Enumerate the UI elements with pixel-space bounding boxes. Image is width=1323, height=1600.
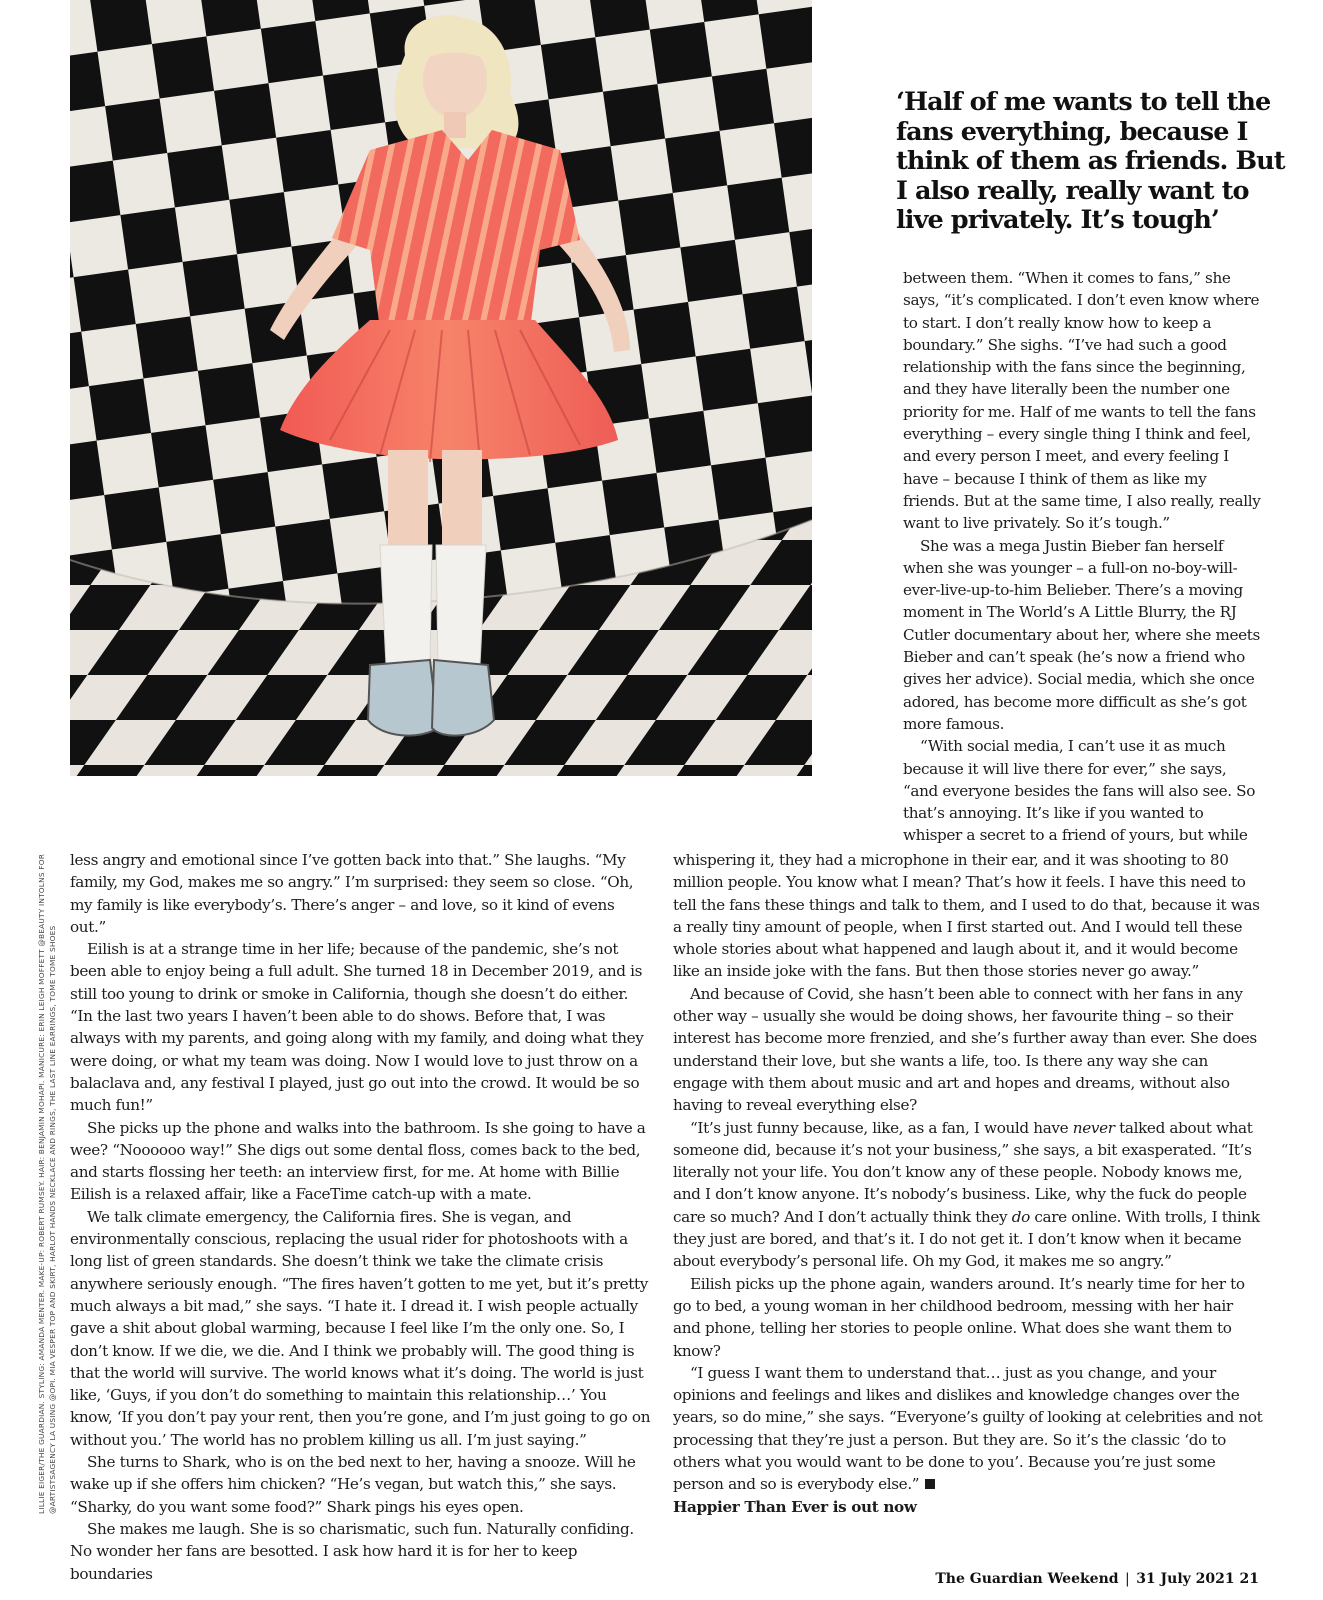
- paragraph: “With social media, I can’t use it as much because it will live there for ever,” she says, “and everyone besides the fans will also see. So that’s annoying. It’s like if you wanted to whisper a secret to a friend of yours, but while: [903, 737, 1256, 845]
- page-folio: [935, 1571, 1259, 1587]
- publication-name: The Guardian Weekend: [935, 1571, 1119, 1587]
- photo-illustration: [70, 0, 812, 776]
- paragraph: between them. “When it comes to fans,” she says, “it’s complicated. I don’t even know where to start. I don’t really know how to keep a boundary.” She sighs. “I’ve had such a good relationship with the fans since the beginning, and they have literally been the number one priority for me. Half of me wants to tell the fans everything – every single thing I think and feel, and every person I meet, and every feeling I have – because I think of them as like my friends. But at the same time, I also really, really want to live privately. So it’s tough.”: [903, 269, 1261, 533]
- paragraph: She makes me laugh. She is so charismatic, such fun. Naturally confiding. No wonder her fans are besotted. I ask how hard it is for her to keep boundaries: [70, 1519, 634, 1583]
- paragraph: less angry and emotional since I’ve gotten back into that.” She laughs. “My family, my God, makes me so angry.” I’m surprised: they seem so close. “Oh, my family is like everybody’s. There’s anger – and love, so it kind of evens out.”: [70, 851, 634, 936]
- end-mark-icon: [925, 1479, 935, 1489]
- text-run: talked about what someone did, because it’s not your business,” she says, a bit exasperated. “It’s literally not your life. You don’t know any of these people. Nobody knows me, and I don’t know anyone. It’s nobody’s business. Like, why the fuck do people care so much? And I don’t actually think they: [673, 1118, 1253, 1226]
- paragraph: And because of Covid, she hasn’t been able to connect with her fans in any other way – usually she would be doing shows, her favourite thing – so their interest has become more frenzied, and she’s further away than ever. She does understand their love, but she wants a life, too. Is there any way she can engage with them about music and art and hopes and dreams, without also having to reveal everything else?: [673, 984, 1257, 1115]
- text-run: “It’s just funny because, like, as a fan, I would have: [690, 1118, 1073, 1137]
- text-run: care online. With trolls, I think they just are bored, and that’s it. I do not get it. I don’t know when it became about everybody’s personal life. Oh my God, it makes me so angry.”: [673, 1207, 1260, 1271]
- emphasis: never: [1072, 1118, 1115, 1137]
- article-column-middle: [673, 849, 1263, 1518]
- pull-quote: ‘Half of me wants to tell the fans everything, because I think of them as friends. But I also really, really want to live privately. It’s tough’: [896, 87, 1285, 235]
- cover-photo: [70, 0, 812, 776]
- page-number: 21: [1239, 1571, 1259, 1587]
- article-column-right: [903, 267, 1263, 847]
- paragraph: She turns to Shark, who is on the bed next to her, having a snooze. Will he wake up if she offers him chicken? “He’s vegan, but watch this,” she says. “Sharky, do you want some food?” Shark pings his eyes open.: [70, 1453, 636, 1516]
- paragraph: [673, 1362, 1263, 1496]
- paragraph: She picks up the phone and walks into the bathroom. Is she going to have a wee? “Noooooo way!” She digs out some dental floss, comes back to the bed, and starts flossing her teeth: an interview first, for me. At home with Billie Eilish is a relaxed affair, like a FaceTime catch-up with a mate.: [70, 1118, 646, 1204]
- folio-separator: |: [1120, 1571, 1135, 1587]
- paragraph: Eilish picks up the phone again, wanders around. It’s nearly time for her to go to bed, a young woman in her childhood bedroom, messing with her hair and phone, telling her stories to people online. What does she want them to know?: [673, 1274, 1245, 1360]
- photo-credits: LILLIE EIGER/THE GUARDIAN. STYLING: AMANDA MENTER. MAKE-UP: ROBERT RUMSEY. HAIR: BENJAMIN MOHAPI. MANICURE: ERIN LEIGH MOFFETT @BEAUTY INTOLNS FOR @ARTISTSAGENCY LA USING @OPI. MIA VESPER TOP AND SKIRT, HARLOT HANDS NECKLACE AND RINGS, THE LAST LINE EARRINGS, TOME TOME SHOES: [37, 853, 57, 1514]
- paragraph: Eilish is at a strange time in her life; because of the pandemic, she’s not been able to enjoy being a full adult. She turned 18 in December 2019, and is still too young to drink or smoke in California, though she doesn’t do either. “In the last two years I haven’t been able to do shows. Before that, I was always with my parents, and going along with my family, and doing what they were doing, or what my team was doing. Now I would love to just throw on a balaclava and, any festival I played, just go out into the crowd. It would be so much fun!”: [70, 940, 644, 1115]
- album-tagline: Happier Than Ever is out now: [673, 1497, 917, 1516]
- paragraph: [673, 1117, 1263, 1273]
- emphasis: do: [1011, 1207, 1030, 1226]
- paragraph: She was a mega Justin Bieber fan herself when she was younger – a full-on no-boy-will-ever-live-up-to-him Belieber. There’s a moving moment in The World’s A Little Blurry, the RJ Cutler documentary about her, where she meets Bieber and can’t speak (he’s now a friend who gives her advice). Social media, which she once adored, has become more difficult as she’s got more famous.: [903, 536, 1260, 733]
- article-column-left: [70, 849, 652, 1585]
- text-run: “I guess I want them to understand that… just as you change, and your opinions and feelings and likes and dislikes and knowledge changes over the years, so do mine,” she says. “Everyone’s guilty of looking at celebrities and not processing that they’re just a person. But they are. So it’s the classic ‘do to others what you would want to be done to you’. Because you’re just some person and so is everybody else.”: [673, 1363, 1263, 1494]
- paragraph: whispering it, they had a microphone in their ear, and it was shooting to 80 million people. You know what I mean? That’s how it feels. I have this need to tell the fans these things and talk to them, and I used to do that, because it was a really tiny amount of people, when I first started out. And I would tell these whole stories about what happened and laugh about it, and it would become like an inside joke with the fans. But then those stories never go away.”: [673, 851, 1260, 981]
- issue-date: 31 July 2021: [1136, 1571, 1235, 1587]
- paragraph: We talk climate emergency, the California fires. She is vegan, and environmentally conscious, replacing the usual rider for photoshoots with a long list of green standards. She doesn’t think we take the climate crisis anywhere seriously enough. “The fires haven’t gotten to me yet, but it’s pretty much always a bit mad,” she says. “I hate it. I dread it. I wish people actually gave a shit about global warming, because I feel like I’m the only one. So, I don’t know. If we die, we die. And I think we probably will. The good thing is that the world will survive. The world knows what it’s doing. The world is just like, ‘Guys, if you don’t do something to maintain this relationship…’ You know, ‘If you don’t pay your rent, then you’re gone, and I’m just going to go on without you.’ The world has no problem killing us all. I’m just saying.”: [70, 1207, 651, 1449]
